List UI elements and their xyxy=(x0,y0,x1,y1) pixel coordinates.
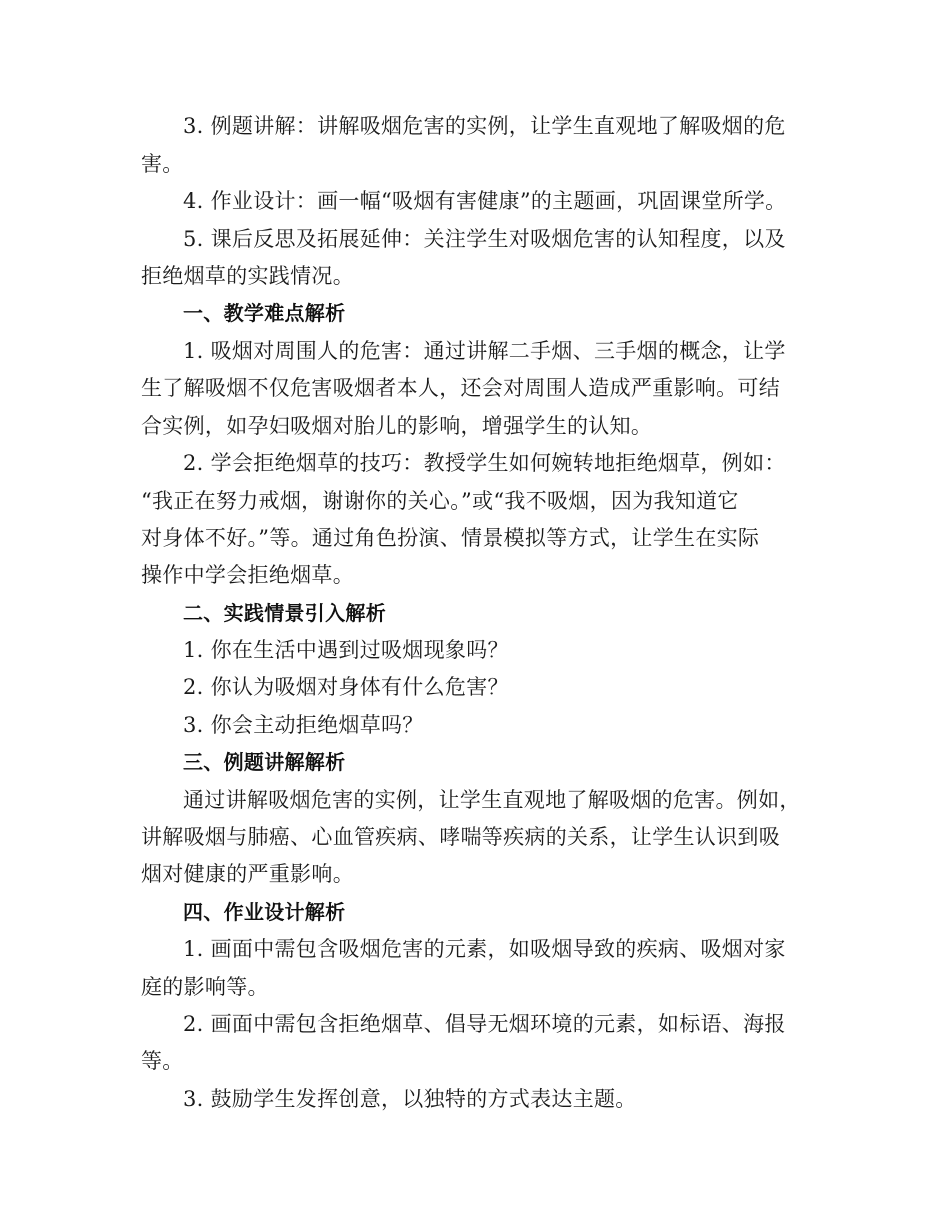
list-item-4-homework: 4. 作业设计：画一幅“吸烟有害健康”的主题画，巩固课堂所学。 xyxy=(183,189,787,213)
section-1-item-2-line-3: 对身体不好。”等。通过角色扮演、情景模拟等方式，让学生在实际 xyxy=(141,526,760,550)
section-3-paragraph-line-3: 烟对健康的严重影响。 xyxy=(141,862,354,886)
section-4-item-1-line-1: 1. 画面中需包含吸烟危害的元素，如吸烟导致的疾病、吸烟对家 xyxy=(183,937,786,961)
list-item-3-example-line-1: 3. 例题讲解：讲解吸烟危害的实例，让学生直观地了解吸烟的危 xyxy=(183,114,786,138)
list-item-5-reflection-line-2: 拒绝烟草的实践情况。 xyxy=(141,264,354,288)
section-heading-1: 一、教学难点解析 xyxy=(183,301,346,325)
list-item-5-reflection-line-1: 5. 课后反思及拓展延伸：关注学生对吸烟危害的认知程度，以及 xyxy=(183,227,786,251)
section-heading-2: 二、实践情景引入解析 xyxy=(183,601,386,625)
section-4-item-1-line-2: 庭的影响等。 xyxy=(141,975,269,999)
section-2-question-3: 3. 你会主动拒绝烟草吗？ xyxy=(183,713,424,737)
section-heading-4: 四、作业设计解析 xyxy=(183,900,346,924)
list-item-3-example-line-2: 害。 xyxy=(141,152,184,176)
section-4-item-3: 3. 鼓励学生发挥创意，以独特的方式表达主题。 xyxy=(183,1087,637,1111)
section-2-question-2: 2. 你认为吸烟对身体有什么危害？ xyxy=(183,675,509,699)
section-4-item-2-line-2: 等。 xyxy=(141,1049,184,1073)
section-3-paragraph-line-2: 讲解吸烟与肺癌、心血管疾病、哮喘等疾病的关系，让学生认识到吸 xyxy=(141,825,780,849)
section-1-item-2-line-1: 2. 学会拒绝烟草的技巧：教授学生如何婉转地拒绝烟草，例如： xyxy=(183,451,786,475)
section-1-item-2-line-2: “我正在努力戒烟，谢谢你的关心。”或“我不吸烟，因为我知道它 xyxy=(141,489,739,513)
section-1-item-1-line-3: 合实例，如孕妇吸烟对胎儿的影响，增强学生的认知。 xyxy=(141,414,653,438)
section-1-item-2-line-4: 操作中学会拒绝烟草。 xyxy=(141,563,354,587)
section-3-paragraph-line-1: 通过讲解吸烟危害的实例，让学生直观地了解吸烟的危害。例如， xyxy=(183,788,801,812)
section-1-item-1-line-1: 1. 吸烟对周围人的危害：通过讲解二手烟、三手烟的概念，让学 xyxy=(183,339,786,363)
section-heading-3: 三、例题讲解解析 xyxy=(183,750,346,774)
section-2-question-1: 1. 你在生活中遇到过吸烟现象吗？ xyxy=(183,638,509,662)
section-1-item-1-line-2: 生了解吸烟不仅危害吸烟者本人，还会对周围人造成严重影响。可结 xyxy=(141,376,780,400)
section-4-item-2-line-1: 2. 画面中需包含拒绝烟草、倡导无烟环境的元素，如标语、海报 xyxy=(183,1012,786,1036)
